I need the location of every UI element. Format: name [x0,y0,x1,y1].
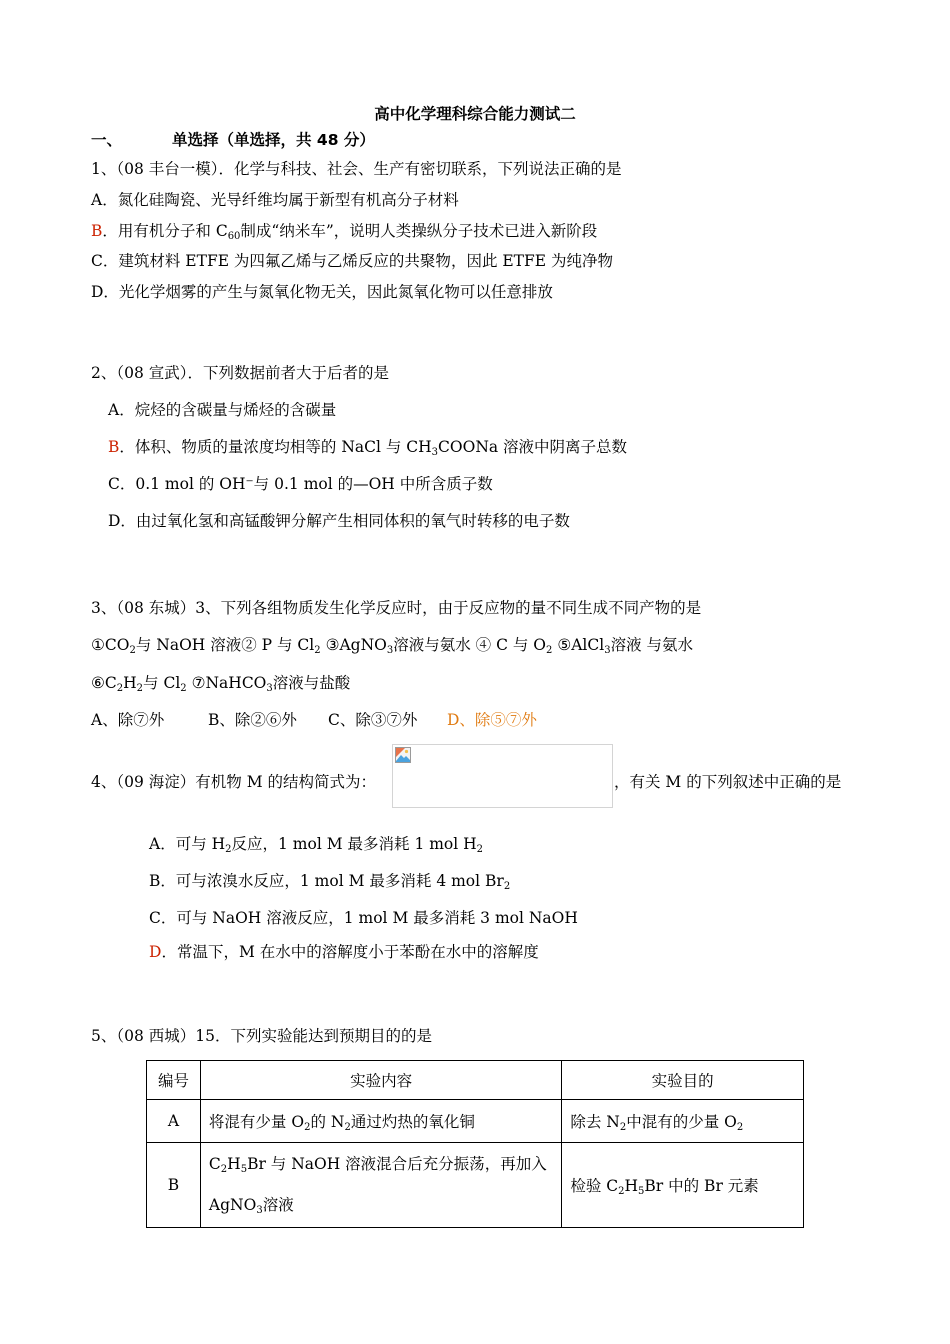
q4-stem-after: ，有关 M 的下列叙述中正确的是 [614,773,842,791]
q1-option-c: C．建筑材料 ETFE 为四氟乙烯与乙烯反应的共聚物，因此 ETFE 为纯净物 [91,252,614,270]
q4-stem-before: 4、（09 海淀）有机物 M 的结构简式为： [91,773,376,791]
q3-list-line-1: $①CO_2$与 NaOH 溶液② P 与 $Cl_2$ ③AgNO$_3$溶液与氨水 ④ C 与 $O_2$ ⑤AlCl$_3$溶液 与氨水 [91,636,693,656]
row-content: 将混有少量 $O_2$的 $N_2$通过灼热的氧化铜 [200,1100,561,1143]
q4-option-c: C．可与 NaOH 溶液反应，1 mol M 最多消耗 3 mol NaOH [149,909,578,927]
answer-letter: D [149,943,162,961]
header-goal: 实验目的 [562,1061,804,1100]
table-header-row [147,1061,804,1100]
q1-option-d: D．光化学烟雾的产生与氮氧化物无关，因此氮氧化物可以任意排放 [91,283,553,301]
q4-option-d: D．常温下，M 在水中的溶解度小于苯酚在水中的溶解度 [149,943,539,961]
q3-option-a: A、除⑦外 [91,711,165,729]
q5-stem: 5、（08 西城）15．下列实验能达到预期目的的是 [91,1027,432,1045]
q2-option-c: C．0.1 mol 的 OH⁻与 0.1 mol 的—OH 中所含质子数 [108,475,493,493]
page-title: 高中化学理科综合能力测试二 [374,105,576,123]
table-row [147,1100,804,1143]
q2-option-a: A．烷烃的含碳量与烯烃的含碳量 [108,401,337,419]
q4-option-b: B．可与浓溴水反应，1 mol M 最多消耗 4 mol $Br_2$ [149,872,511,892]
q2-option-d: D．由过氧化氢和高锰酸钾分解产生相同体积的氧气时转移的电子数 [108,512,570,530]
q3-stem: 3、（08 东城）3、下列各组物质发生化学反应时，由于反应物的量不同生成不同产物的是 [91,599,702,617]
row-goal: 除去 $N_2$中混有的少量 $O_2$ [562,1100,804,1143]
q3-list-line-2: $⑥C_2H_2$与 $Cl_2$ ⑦NaHCO$_3$溶液与盐酸 [91,674,351,694]
header-id: 编号 [147,1061,201,1100]
q3-option-b: B、除②⑥外 [208,711,297,729]
answer-letter: B [91,222,103,240]
q1-option-b: B．用有机分子和 $C_{60}$制成“纳米车”，说明人类操纵分子技术已进入新阶段 [91,222,598,242]
row-id: A [147,1100,201,1143]
row-content: $C_2H_5Br$ 与 NaOH 溶液混合后充分振荡，再加入 AgNO$_3$溶液 [200,1143,561,1228]
row-id: B [147,1143,201,1228]
section-number: 一、 [91,131,123,149]
q1-option-a: A．氮化硅陶瓷、光导纤维均属于新型有机高分子材料 [91,191,459,209]
answer-letter: B [108,438,120,456]
row-goal: 检验 $C_2H_5Br$ 中的 Br 元素 [562,1143,804,1228]
q3-option-c: C、除③⑦外 [328,711,418,729]
q4-option-a: A．可与 $H_2$反应，1 mol M 最多消耗 1 mol $H_2$ [149,835,484,855]
section-label: 单选择（单选择，共 48 分） [172,131,375,149]
experiment-table [146,1060,804,1228]
section-heading [91,128,375,150]
q2-option-b: B．体积、物质的量浓度均相等的 NaCl 与 $CH_3COONa$ 溶液中阴离子总数 [108,438,628,458]
q3-option-d: D、除⑤⑦外 [447,711,537,729]
q2-stem: 2、（08 宣武）．下列数据前者大于后者的是 [91,364,390,382]
broken-image-icon [395,747,411,763]
header-content: 实验内容 [200,1061,561,1100]
table-row [147,1143,804,1228]
q1-stem: 1、（08 丰台一模）．化学与科技、社会、生产有密切联系，下列说法正确的是 [91,160,622,178]
structure-formula-image [392,744,613,808]
